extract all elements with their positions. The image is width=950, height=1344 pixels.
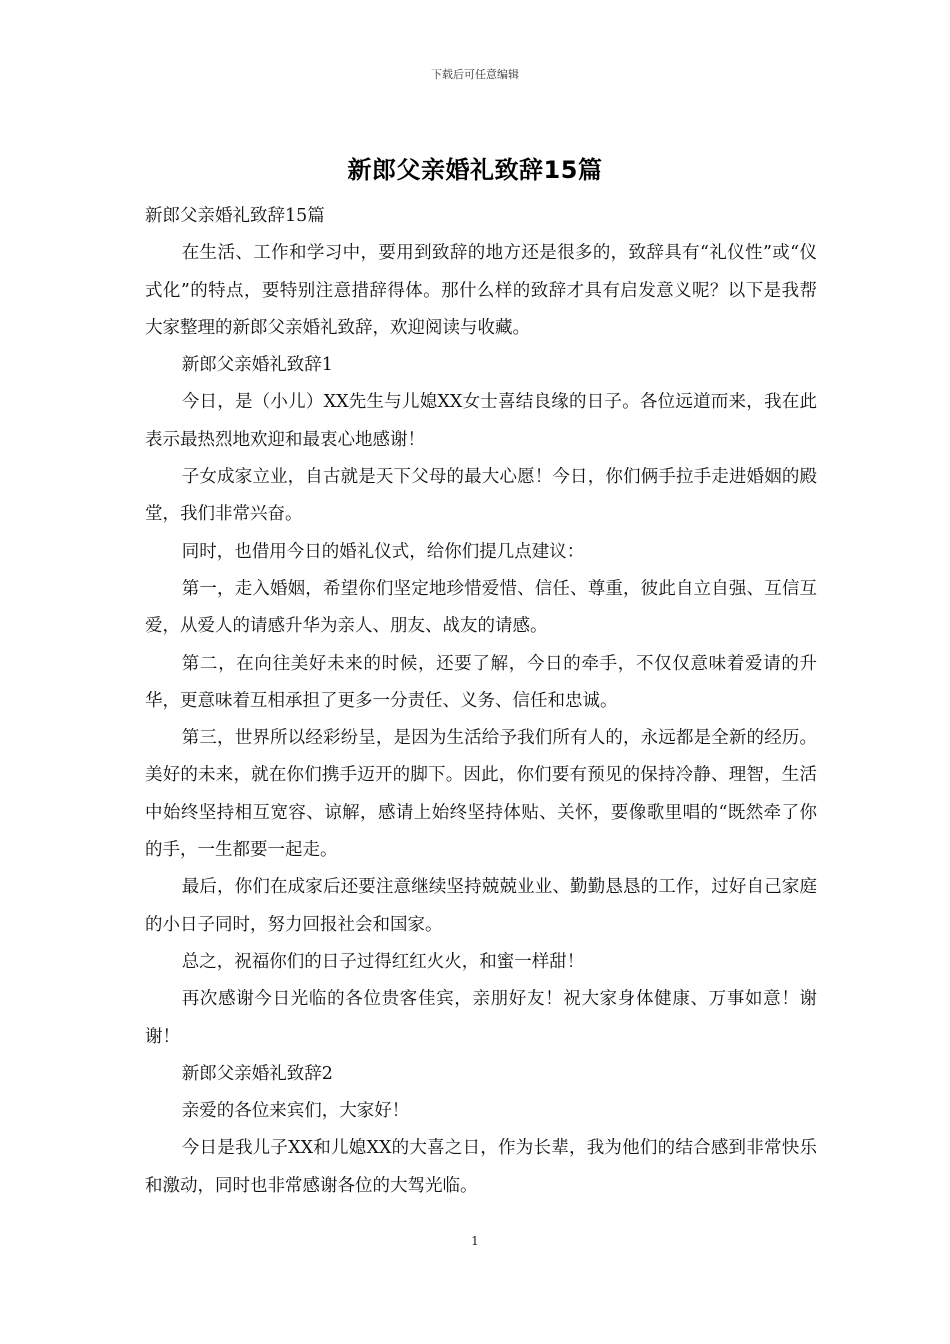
paragraph: 今日，是（小儿）XX先生与儿媳XX女士喜结良缘的日子。各位远道而来，我在此表示最热烈地欢迎和最衷心地感谢！ [145, 392, 817, 450]
page-number: 1 [471, 1234, 479, 1248]
page-header-note: 下载后可任意编辑 [431, 68, 519, 81]
intro-paragraph: 在生活、工作和学习中，要用到致辞的地方还是很多的，致辞具有“礼仪性”或“仪式化”的特点，要特别注意措辞得体。那什么样的致辞才具有启发意义呢？以下是我帮大家整理的新郎父亲婚礼致辞，欢迎阅读与收藏。 [145, 243, 817, 338]
paragraph: 总之，祝福你们的日子过得红红火火，和蜜一样甜！ [181, 951, 585, 972]
paragraph: 第一，走入婚姻，希望你们坚定地珍惜爱惜、信任、尊重，彼此自立自强、互信互爱，从爱人的请感升华为亲人、朋友、战友的请感。 [145, 578, 817, 637]
paragraph: 第二，在向往美好未来的时候，还要了解，今日的牵手，不仅仅意味着爱请的升华，更意味着互相承担了更多一分责任、义务、信任和忠诚。 [145, 653, 817, 711]
document-title: 新郎父亲婚礼致辞15篇 [347, 156, 603, 184]
paragraph: 同时，也借用今日的婚礼仪式，给你们提几点建议： [181, 541, 585, 562]
paragraph: 今日是我儿子XX和儿媳XX的大喜之日，作为长辈，我为他们的结合感到非常快乐和激动，同时也非常感谢各位的大驾光临。 [145, 1138, 817, 1196]
document-subtitle: 新郎父亲婚礼致辞15篇 [145, 206, 325, 226]
paragraph: 子女成家立业，自古就是天下父母的最大心愿！今日，你们俩手拉手走进婚姻的殿堂，我们非常兴奋。 [145, 467, 817, 525]
paragraph: 最后，你们在成家后还要注意继续坚持兢兢业业、勤勤恳恳的工作，过好自己家庭的小日子同时，努力回报社会和国家。 [145, 877, 817, 935]
paragraph: 再次感谢今日光临的各位贵客佳宾，亲朋好友！祝大家身体健康、万事如意！谢谢！ [145, 989, 817, 1047]
document-body [145, 198, 817, 1205]
paragraph: 亲爱的各位来宾们，大家好！ [181, 1101, 410, 1122]
section-heading-2: 新郎父亲婚礼致辞2 [181, 1063, 333, 1084]
paragraph: 第三，世界所以经彩纷呈，是因为生活给予我们所有人的，永远都是全新的经历。美好的未来，就在你们携手迈开的脚下。因此，你们要有预见的保持冷静、理智，生活中始终坚持相互宽容、谅解，感请上始终坚持体贴、关怀，要像歌里唱的“既然牵了你的手，一生都要一起走。 [145, 728, 817, 861]
section-heading-1: 新郎父亲婚礼致辞1 [181, 355, 333, 376]
